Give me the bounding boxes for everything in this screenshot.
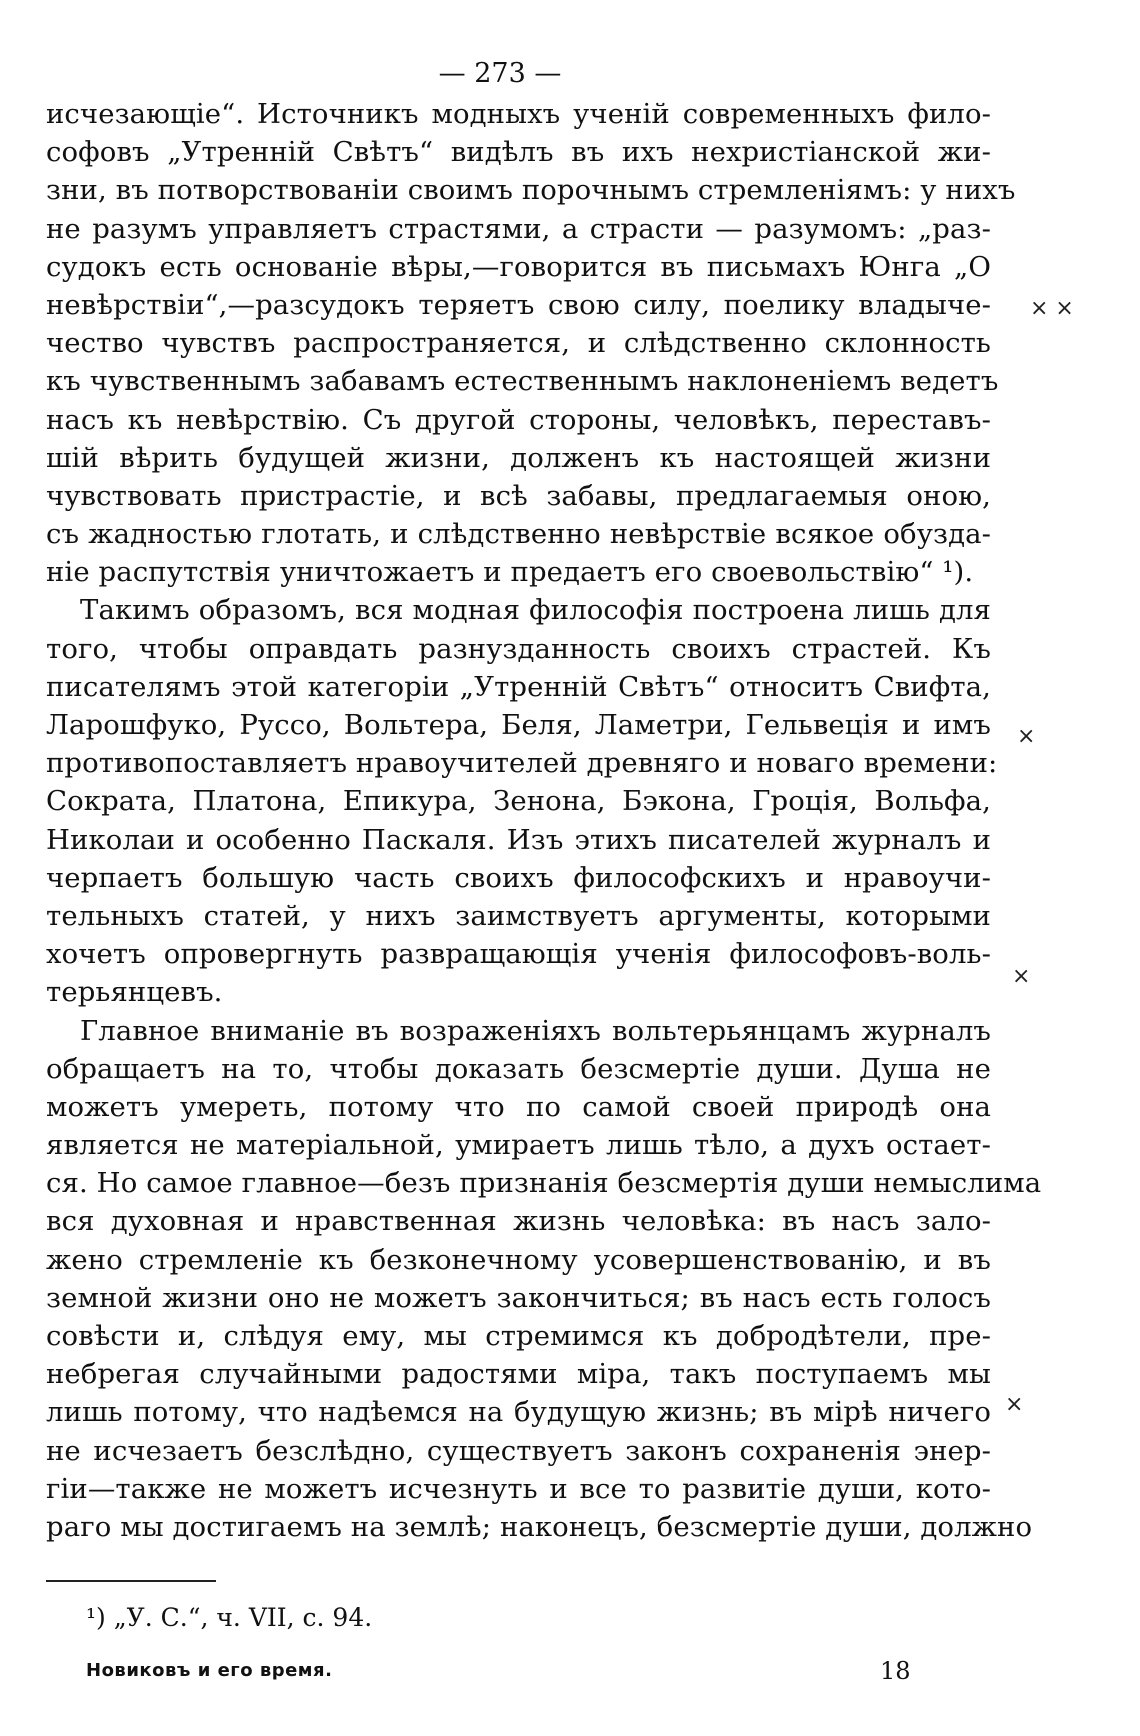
text-line: совѣсти и, слѣдуя ему, мы стремимся къ добродѣтели, пре- (46, 1320, 991, 1352)
text-line: Сократа, Платона, Епикура, Зенона, Бэкона, Гроція, Вольфа, (46, 785, 991, 818)
paragraph-start-line: Главное вниманіе въ возраженіяхъ вольтерьянцамъ журналъ (80, 1014, 991, 1047)
text-line: Николаи и особенно Паскаля. Изъ этихъ писателей журналъ и (46, 823, 991, 856)
text-line: лишь потому, что надѣемся на будущую жизнь; въ мірѣ ничего (46, 1396, 991, 1429)
text-line: того, чтобы оправдать разнузданность своихъ страстей. Къ (46, 632, 991, 665)
body-text (46, 95, 1042, 1546)
footnote (86, 1603, 372, 1632)
text-line: вся духовная и нравственная жизнь человѣка: въ насъ зало- (46, 1205, 991, 1238)
signature-number: 18 (880, 1657, 911, 1685)
text-line: гіи—также не можетъ исчезнуть и все то развитіе души, кото- (46, 1472, 991, 1505)
text-line: невѣрствіи“,—разсудокъ теряетъ свою силу, поелику владыче- (46, 288, 991, 321)
text-line: небрегая случайными радостями міра, такъ поступаемъ мы (46, 1358, 991, 1391)
text-line: обращаетъ на то, чтобы доказать безсмертіе души. Душа не (46, 1052, 991, 1085)
margin-mark-cross: × × (1030, 296, 1074, 321)
text-line: судокъ есть основаніе вѣры,—говорится въ письмахъ Юнга „О (46, 250, 991, 283)
text-line: хочетъ опровергнуть развращающія ученія философовъ-воль- (46, 938, 991, 971)
text-line: раго мы достигаемъ на землѣ; наконецъ, безсмертіе души, должно (46, 1510, 1033, 1543)
footnote-divider (46, 1580, 216, 1582)
text-line: жено стремленіе къ безконечному усовершенствованію, и въ (46, 1243, 991, 1276)
paragraph-start-line: Такимъ образомъ, вся модная философія построена лишь для (80, 594, 991, 627)
printer-signature: Новиковъ и его время. (86, 1660, 333, 1681)
text-line: ся. Но самое главное—безъ признанія безсмертія души немыслима (46, 1167, 1042, 1200)
text-line: писателямъ этой категоріи „Утренній Свѣтъ“ относитъ Свифта, (46, 670, 991, 703)
page-number: — 273 — (438, 58, 562, 89)
text-line: можетъ умереть, потому что по самой своей природѣ она (46, 1090, 991, 1123)
text-line: является не матеріальной, умираетъ лишь тѣло, а духъ остает- (46, 1129, 991, 1162)
text-line: софовъ „Утренній Свѣтъ“ видѣлъ въ ихъ нехристіанской жи- (46, 136, 991, 169)
footnote-text: „У. С.“, ч. VII, с. 94. (113, 1603, 373, 1632)
margin-mark-cross: × (1005, 1392, 1024, 1417)
text-line: насъ къ невѣрствію. Съ другой стороны, человѣкъ, переставъ- (46, 403, 991, 436)
text-line: ніе распутствія уничтожаетъ и предаетъ его своевольствію“ ¹). (46, 556, 974, 589)
text-line: исчезающіе“. Источникъ модныхъ ученій современныхъ фило- (46, 98, 991, 130)
text-line: не исчезаетъ безслѣдно, существуетъ законъ сохраненія энер- (46, 1434, 991, 1467)
margin-mark-cross: × (1017, 724, 1036, 749)
text-line: шій вѣрить будущей жизни, долженъ къ настоящей жизни (46, 441, 991, 474)
footnote-marker: ¹) (86, 1603, 106, 1632)
text-line: противопоставляетъ нравоучителей древняго и новаго времени: (46, 747, 998, 780)
text-line: зни, въ потворствованіи своимъ порочнымъ стремленіямъ: у нихъ (46, 174, 1016, 207)
text-line: земной жизни оно не можетъ закончиться; въ насъ есть голосъ (46, 1281, 991, 1314)
text-line: чувствовать пристрастіе, и всѣ забавы, предлагаемыя оною, (46, 479, 991, 512)
text-line: черпаетъ большую часть своихъ философскихъ и нравоучи- (46, 861, 991, 894)
text-line: не разумъ управляетъ страстями, а страсти — разумомъ: „раз- (46, 212, 991, 245)
text-line: тельныхъ статей, у нихъ заимствуетъ аргументы, которыми (46, 899, 991, 932)
text-line: Ларошфуко, Руссо, Вольтера, Беля, Ламетри, Гельвеція и имъ (46, 709, 991, 741)
text-line: терьянцевъ. (46, 976, 223, 1009)
margin-mark-cross: × (1012, 964, 1031, 989)
text-line: съ жадностью глотать, и слѣдственно невѣрствіе всякое обузда- (46, 518, 991, 551)
text-line: чество чувствъ распространяется, и слѣдственно склонность (46, 327, 991, 360)
text-line: къ чувственнымъ забавамъ естественнымъ наклоненіемъ ведетъ (46, 365, 999, 398)
